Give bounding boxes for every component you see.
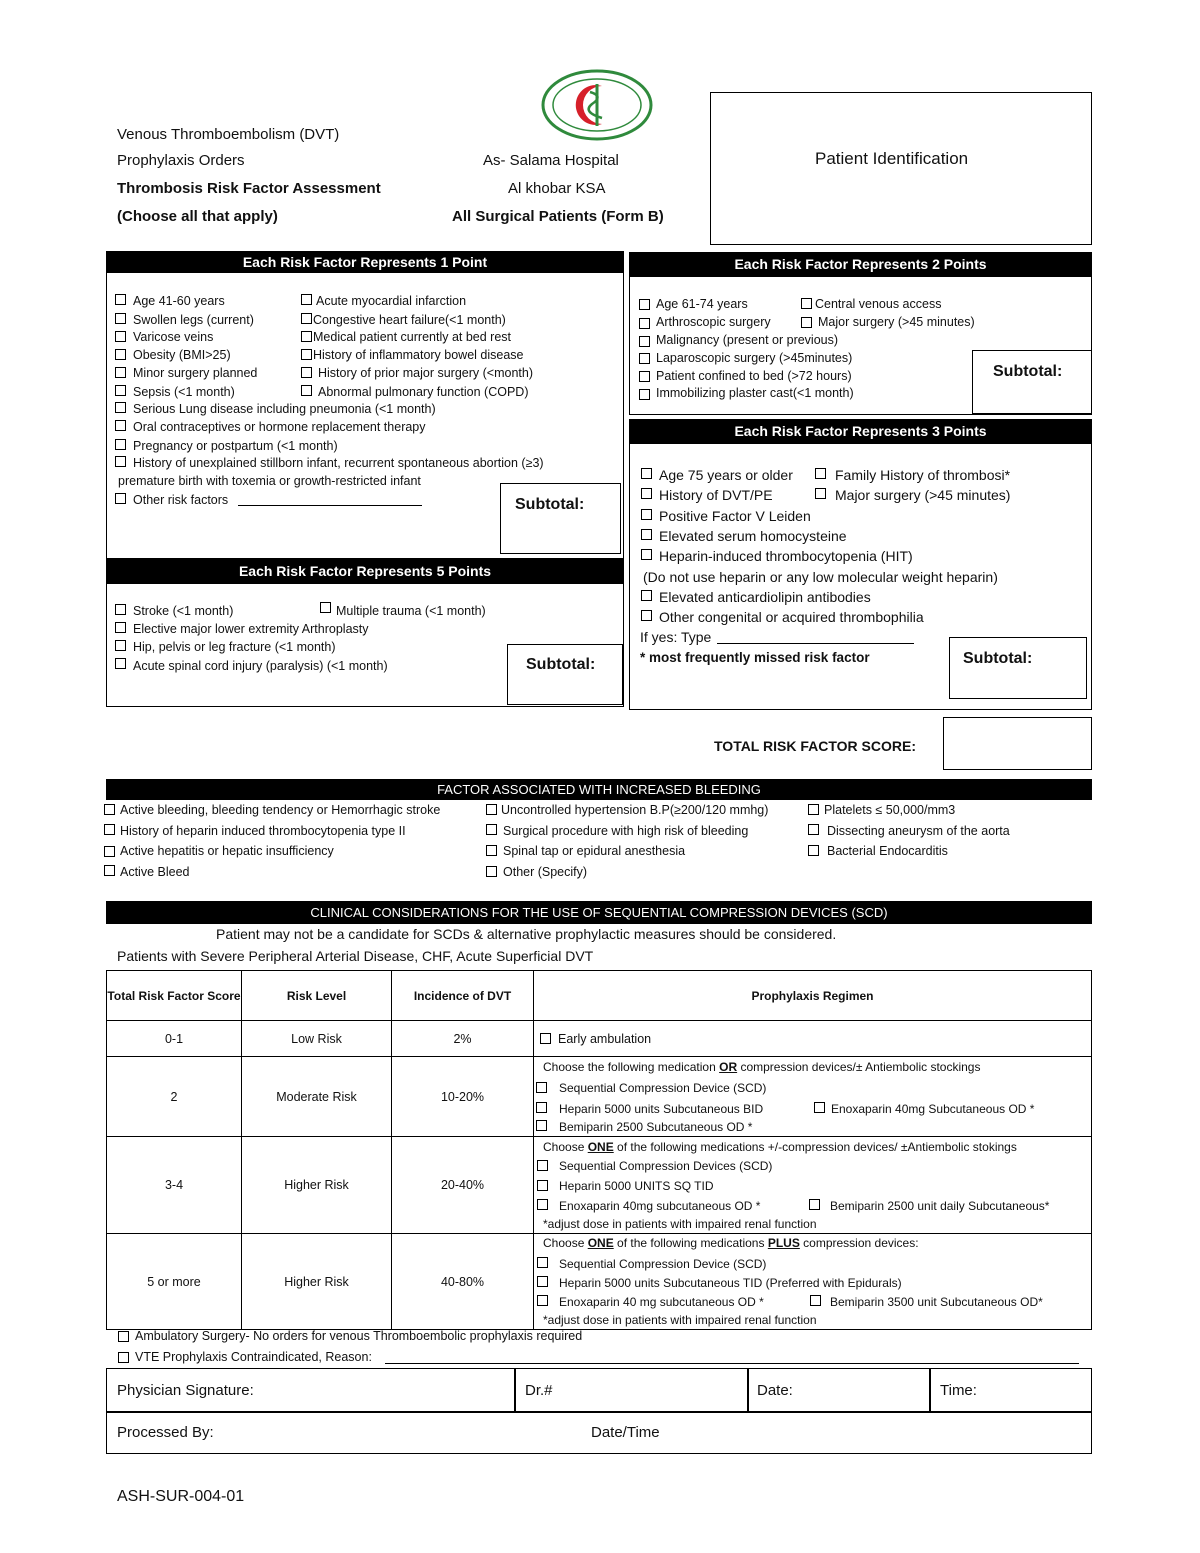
checkbox[interactable] bbox=[801, 317, 812, 328]
risk-label: Arthroscopic surgery bbox=[656, 315, 771, 329]
checkbox[interactable] bbox=[301, 349, 312, 360]
regimen-option: Bemiparin 2500 unit daily Subcutaneous* bbox=[830, 1198, 1050, 1213]
risk-label: Age 61-74 years bbox=[656, 297, 748, 311]
checkbox[interactable] bbox=[639, 299, 650, 310]
bleeding-factor-label: Spinal tap or epidural anesthesia bbox=[503, 844, 686, 858]
bleeding-factor-label: Uncontrolled hypertension B.P(≥200/120 mmhg) bbox=[501, 803, 769, 817]
regimen-option: Enoxaparin 40 mg subcutaneous OD * bbox=[559, 1294, 764, 1309]
form-code: ASH-SUR-004-01 bbox=[117, 1488, 245, 1505]
risk-label: Abnormal pulmonary function (COPD) bbox=[318, 385, 529, 399]
checkbox[interactable] bbox=[486, 845, 497, 856]
checkbox[interactable] bbox=[810, 1295, 821, 1306]
instruction-text: of the following medications +/-compression devices/ ±Antiembolic stokings bbox=[613, 1139, 1017, 1154]
risk-label: History of prior major surgery (<month) bbox=[318, 366, 533, 380]
one-point-title: Each Risk Factor Represents 1 Point bbox=[106, 251, 624, 273]
missed-risk-footnote: * most frequently missed risk factor bbox=[640, 650, 870, 665]
instruction-text: of the following medications bbox=[613, 1235, 768, 1250]
checkbox[interactable] bbox=[639, 389, 650, 400]
table-row bbox=[107, 1021, 1092, 1057]
patient-identification-box[interactable] bbox=[710, 92, 1092, 245]
checkbox[interactable] bbox=[540, 1033, 551, 1044]
bleeding-factor-label: Active bleeding, bleeding tendency or Hemorrhagic stroke bbox=[120, 803, 441, 817]
risk-label: Medical patient currently at bed rest bbox=[313, 330, 512, 344]
bleeding-factor-label: Platelets ≤ 50,000/mm3 bbox=[824, 803, 956, 817]
instruction-text: compression devices: bbox=[799, 1235, 919, 1250]
risk-label: Varicose veins bbox=[133, 330, 214, 344]
subtotal-label: Subtotal: bbox=[963, 650, 1033, 667]
incidence-cell: 10-20% bbox=[392, 1057, 534, 1137]
regimen-instruction bbox=[543, 1060, 980, 1074]
risk-label: History of unexplained stillborn infant, recurrent spontaneous abortion (≥3) bbox=[133, 456, 544, 470]
risk-level-cell: Higher Risk bbox=[242, 1234, 392, 1330]
instruction-emphasis: PLUS bbox=[767, 1235, 800, 1250]
risk-label: Acute spinal cord injury (paralysis) (<1 month) bbox=[133, 659, 388, 673]
table-row bbox=[107, 1234, 1092, 1330]
bleeding-factor-label: Active Bleed bbox=[120, 865, 190, 879]
risk-label: History of inflammatory bowel disease bbox=[313, 348, 524, 362]
checkbox[interactable] bbox=[115, 313, 126, 324]
form-title-line-1: Venous Thromboembolism (DVT) bbox=[117, 126, 340, 143]
risk-label: Multiple trauma (<1 month) bbox=[336, 604, 486, 618]
table-row bbox=[107, 1137, 1092, 1234]
five-points-subtotal-box[interactable] bbox=[507, 644, 623, 705]
score-cell: 5 or more bbox=[107, 1234, 242, 1330]
incidence-cell: 20-40% bbox=[392, 1137, 534, 1234]
physician-signature-field[interactable]: Physician Signature: bbox=[117, 1382, 254, 1399]
checkbox[interactable] bbox=[118, 1331, 129, 1342]
patient-identification-label: Patient Identification bbox=[815, 149, 969, 168]
risk-label: Patient confined to bed (>72 hours) bbox=[656, 369, 852, 383]
risk-label: Hip, pelvis or leg fracture (<1 month) bbox=[133, 640, 336, 654]
risk-label: Major surgery (>45 minutes) bbox=[818, 315, 975, 329]
scd-line-1: Patient may not be a candidate for SCDs & alternative prophylactic measures should be considered. bbox=[216, 926, 837, 942]
checkbox[interactable] bbox=[115, 439, 126, 450]
checkbox[interactable] bbox=[486, 804, 497, 815]
regimen-option: Enoxaparin 40mg subcutaneous OD * bbox=[559, 1198, 761, 1213]
ambulatory-surgery-label: Ambulatory Surgery- No orders for venous Thromboembolic prophylaxis required bbox=[135, 1329, 583, 1343]
prophylaxis-regimen-table bbox=[106, 970, 1092, 1330]
checkbox[interactable] bbox=[301, 294, 312, 305]
table-header-row bbox=[107, 971, 1092, 1021]
regimen-option: Bemiparin 2500 Subcutaneous OD * bbox=[559, 1119, 753, 1134]
checkbox[interactable] bbox=[537, 1160, 548, 1171]
checkbox[interactable] bbox=[104, 865, 115, 876]
checkbox[interactable] bbox=[641, 509, 652, 520]
checkbox[interactable] bbox=[115, 331, 126, 342]
form-title-line-4: (Choose all that apply) bbox=[117, 208, 278, 225]
risk-label: Congestive heart failure(<1 month) bbox=[313, 313, 506, 327]
form-title-line-2: Prophylaxis Orders bbox=[117, 152, 245, 169]
bleeding-factor-label: Other (Specify) bbox=[503, 865, 588, 879]
risk-level-cell: Moderate Risk bbox=[242, 1057, 392, 1137]
hospital-logo bbox=[540, 68, 654, 142]
checkbox[interactable] bbox=[641, 468, 652, 479]
contraindicated-label: VTE Prophylaxis Contraindicated, Reason: bbox=[135, 1350, 372, 1364]
regimen-option: Sequential Compression Device (SCD) bbox=[559, 1080, 767, 1095]
checkbox[interactable] bbox=[809, 1199, 820, 1210]
checkbox[interactable] bbox=[815, 488, 826, 499]
checkbox[interactable] bbox=[641, 529, 652, 540]
regimen-instruction bbox=[543, 1140, 1017, 1154]
doctor-number-field[interactable]: Dr.# bbox=[525, 1382, 553, 1399]
incidence-cell: 40-80% bbox=[392, 1234, 534, 1330]
checkbox[interactable] bbox=[641, 610, 652, 621]
risk-level-cell: Low Risk bbox=[242, 1021, 392, 1057]
scd-line-2: Patients with Severe Peripheral Arterial Disease, CHF, Acute Superficial DVT bbox=[117, 948, 594, 964]
checkbox[interactable] bbox=[639, 318, 650, 329]
thrombophilia-type-field[interactable] bbox=[717, 643, 914, 644]
checkbox[interactable] bbox=[537, 1276, 548, 1287]
risk-label: Age 41-60 years bbox=[133, 294, 225, 308]
column-header: Incidence of DVT bbox=[392, 971, 534, 1021]
regimen-option: Heparin 5000 units Subcutaneous BID bbox=[559, 1101, 764, 1116]
score-cell: 3-4 bbox=[107, 1137, 242, 1234]
checkbox[interactable] bbox=[115, 294, 126, 305]
checkbox[interactable] bbox=[115, 402, 126, 413]
risk-label: Positive Factor V Leiden bbox=[659, 508, 811, 524]
checkbox[interactable] bbox=[639, 371, 650, 382]
regimen-cell bbox=[534, 1021, 1092, 1057]
hit-note: (Do not use heparin or any low molecular weight heparin) bbox=[643, 569, 998, 585]
two-points-title: Each Risk Factor Represents 2 Points bbox=[629, 252, 1092, 277]
checkbox[interactable] bbox=[808, 804, 819, 815]
other-risk-factors-label: Other risk factors bbox=[133, 493, 229, 507]
form-name: All Surgical Patients (Form B) bbox=[452, 208, 664, 225]
bleeding-factor-label: History of heparin induced thrombocytopenia type II bbox=[120, 824, 406, 838]
checkbox[interactable] bbox=[536, 1120, 547, 1131]
risk-label: Other congenital or acquired thrombophilia bbox=[659, 609, 924, 625]
checkbox[interactable] bbox=[537, 1257, 548, 1268]
risk-label: History of DVT/PE bbox=[659, 487, 773, 503]
checkbox[interactable] bbox=[537, 1199, 548, 1210]
total-score-label: TOTAL RISK FACTOR SCORE: bbox=[714, 738, 916, 754]
checkbox[interactable] bbox=[115, 367, 126, 378]
risk-label: Heparin-induced thrombocytopenia (HIT) bbox=[659, 548, 913, 564]
bleeding-factor-label: Active hepatitis or hepatic insufficiency bbox=[120, 844, 334, 858]
column-header: Prophylaxis Regimen bbox=[534, 971, 1092, 1021]
one-point-subtotal-box[interactable] bbox=[500, 483, 621, 554]
risk-label: Elective major lower extremity Arthroplasty bbox=[133, 622, 369, 636]
regimen-option: Early ambulation bbox=[558, 1031, 652, 1046]
checkbox[interactable] bbox=[815, 468, 826, 479]
subtotal-label: Subtotal: bbox=[993, 363, 1063, 380]
five-points-title: Each Risk Factor Represents 5 Points bbox=[106, 558, 624, 584]
checkbox[interactable] bbox=[115, 640, 126, 651]
regimen-option: Heparin 5000 units Subcutaneous TID (Preferred with Epidurals) bbox=[559, 1275, 902, 1290]
checkbox[interactable] bbox=[301, 367, 312, 378]
regimen-cell bbox=[534, 1137, 1092, 1234]
date-field[interactable]: Date: bbox=[757, 1382, 793, 1399]
bleeding-factors-title: FACTOR ASSOCIATED WITH INCREASED BLEEDING bbox=[106, 779, 1092, 800]
three-points-subtotal-box[interactable] bbox=[949, 637, 1087, 699]
bleeding-factor-label: Surgical procedure with high risk of bleeding bbox=[503, 824, 749, 838]
checkbox[interactable] bbox=[639, 336, 650, 347]
incidence-cell: 2% bbox=[392, 1021, 534, 1057]
renal-dose-note: *adjust dose in patients with impaired renal function bbox=[543, 1216, 817, 1231]
checkbox[interactable] bbox=[641, 590, 652, 601]
regimen-cell bbox=[534, 1057, 1092, 1137]
regimen-option: Enoxaparin 40mg Subcutaneous OD * bbox=[831, 1101, 1035, 1116]
risk-label-continued: premature birth with toxemia or growth-restricted infant bbox=[118, 474, 421, 488]
regimen-option: Bemiparin 3500 unit Subcutaneous OD* bbox=[830, 1294, 1043, 1309]
regimen-cell bbox=[534, 1234, 1092, 1330]
checkbox[interactable] bbox=[104, 846, 115, 857]
checkbox[interactable] bbox=[486, 824, 497, 835]
checkbox[interactable] bbox=[115, 420, 126, 431]
risk-label: Malignancy (present or previous) bbox=[656, 333, 839, 347]
form-title-line-3: Thrombosis Risk Factor Assessment bbox=[117, 180, 381, 197]
instruction-emphasis: OR bbox=[719, 1059, 738, 1074]
risk-label: Major surgery (>45 minutes) bbox=[835, 487, 1011, 503]
hospital-name: As- Salama Hospital bbox=[483, 152, 619, 169]
regimen-option: Sequential Compression Devices (SCD) bbox=[559, 1158, 773, 1173]
risk-label: Stroke (<1 month) bbox=[133, 604, 234, 618]
total-score-box[interactable] bbox=[943, 717, 1092, 770]
risk-label: Minor surgery planned bbox=[133, 366, 258, 380]
scd-title: CLINICAL CONSIDERATIONS FOR THE USE OF SEQUENTIAL COMPRESSION DEVICES (SCD) bbox=[106, 901, 1092, 924]
subtotal-label: Subtotal: bbox=[526, 656, 596, 673]
two-points-subtotal-box[interactable] bbox=[972, 350, 1092, 414]
risk-label: Laparoscopic surgery (>45minutes) bbox=[656, 351, 853, 365]
instruction-text: Choose bbox=[543, 1139, 588, 1154]
risk-label: Swollen legs (current) bbox=[133, 313, 254, 327]
checkbox[interactable] bbox=[104, 824, 115, 835]
checkbox[interactable] bbox=[814, 1102, 825, 1113]
time-field[interactable]: Time: bbox=[940, 1382, 977, 1399]
risk-label: Immobilizing plaster cast(<1 month) bbox=[656, 386, 854, 400]
checkbox[interactable] bbox=[808, 845, 819, 856]
checkbox[interactable] bbox=[641, 549, 652, 560]
checkbox[interactable] bbox=[115, 456, 126, 467]
score-cell: 2 bbox=[107, 1057, 242, 1137]
subtotal-label: Subtotal: bbox=[515, 496, 585, 513]
checkbox[interactable] bbox=[641, 488, 652, 499]
hospital-city: Al khobar KSA bbox=[508, 180, 606, 197]
checkbox[interactable] bbox=[115, 349, 126, 360]
risk-label: Acute myocardial infarction bbox=[316, 294, 467, 308]
risk-label: Elevated serum homocysteine bbox=[659, 528, 847, 544]
contraindication-reason-field[interactable] bbox=[385, 1363, 1079, 1364]
risk-label: Central venous access bbox=[815, 297, 942, 311]
risk-label: Family History of thrombosi* bbox=[835, 467, 1011, 483]
checkbox[interactable] bbox=[115, 658, 126, 669]
checkbox[interactable] bbox=[301, 313, 312, 324]
three-points-title: Each Risk Factor Represents 3 Points bbox=[629, 419, 1092, 444]
checkbox[interactable] bbox=[118, 1352, 129, 1363]
checkbox[interactable] bbox=[537, 1295, 548, 1306]
checkbox[interactable] bbox=[301, 385, 312, 396]
processed-datetime-field[interactable]: Date/Time bbox=[591, 1424, 660, 1441]
risk-level-cell: Higher Risk bbox=[242, 1137, 392, 1234]
checkbox[interactable] bbox=[115, 622, 126, 633]
risk-label: Serious Lung disease including pneumonia (<1 month) bbox=[133, 402, 436, 416]
instruction-emphasis: ONE bbox=[587, 1235, 614, 1250]
instruction-emphasis: ONE bbox=[587, 1139, 614, 1154]
checkbox[interactable] bbox=[537, 1180, 548, 1191]
checkbox[interactable] bbox=[301, 331, 312, 342]
checkbox[interactable] bbox=[801, 298, 812, 309]
regimen-instruction bbox=[543, 1236, 919, 1250]
checkbox[interactable] bbox=[808, 824, 819, 835]
instruction-text: compression devices/± Antiembolic stockings bbox=[737, 1059, 981, 1074]
checkbox[interactable] bbox=[536, 1082, 547, 1093]
checkbox[interactable] bbox=[536, 1102, 547, 1113]
risk-label: Obesity (BMI>25) bbox=[133, 348, 231, 362]
checkbox[interactable] bbox=[320, 602, 331, 613]
risk-label: Age 75 years or older bbox=[659, 467, 793, 483]
column-header: Total Risk Factor Score bbox=[107, 971, 242, 1021]
processed-by-field[interactable]: Processed By: bbox=[117, 1424, 214, 1441]
regimen-option: Sequential Compression Device (SCD) bbox=[559, 1256, 767, 1271]
risk-label: Elevated anticardiolipin antibodies bbox=[659, 589, 871, 605]
score-cell: 0-1 bbox=[107, 1021, 242, 1057]
checkbox[interactable] bbox=[115, 385, 126, 396]
risk-label: Sepsis (<1 month) bbox=[133, 385, 235, 399]
other-risk-factors-field[interactable] bbox=[238, 505, 422, 506]
risk-label: Pregnancy or postpartum (<1 month) bbox=[133, 439, 338, 453]
instruction-text: Choose the following medication bbox=[543, 1059, 720, 1074]
checkbox[interactable] bbox=[115, 604, 126, 615]
checkbox[interactable] bbox=[115, 493, 126, 504]
risk-label: Oral contraceptives or hormone replacement therapy bbox=[133, 420, 426, 434]
thrombophilia-type-label: If yes: Type bbox=[640, 629, 712, 645]
column-header: Risk Level bbox=[242, 971, 392, 1021]
regimen-option: Heparin 5000 UNITS SQ TID bbox=[559, 1178, 714, 1193]
table-row bbox=[107, 1057, 1092, 1137]
checkbox[interactable] bbox=[104, 804, 115, 815]
checkbox[interactable] bbox=[639, 353, 650, 364]
checkbox[interactable] bbox=[486, 866, 497, 877]
bleeding-factor-label: Dissecting aneurysm of the aorta bbox=[827, 824, 1010, 838]
bleeding-factor-label: Bacterial Endocarditis bbox=[827, 844, 948, 858]
renal-dose-note: *adjust dose in patients with impaired renal function bbox=[543, 1312, 817, 1327]
instruction-text: Choose bbox=[543, 1235, 588, 1250]
